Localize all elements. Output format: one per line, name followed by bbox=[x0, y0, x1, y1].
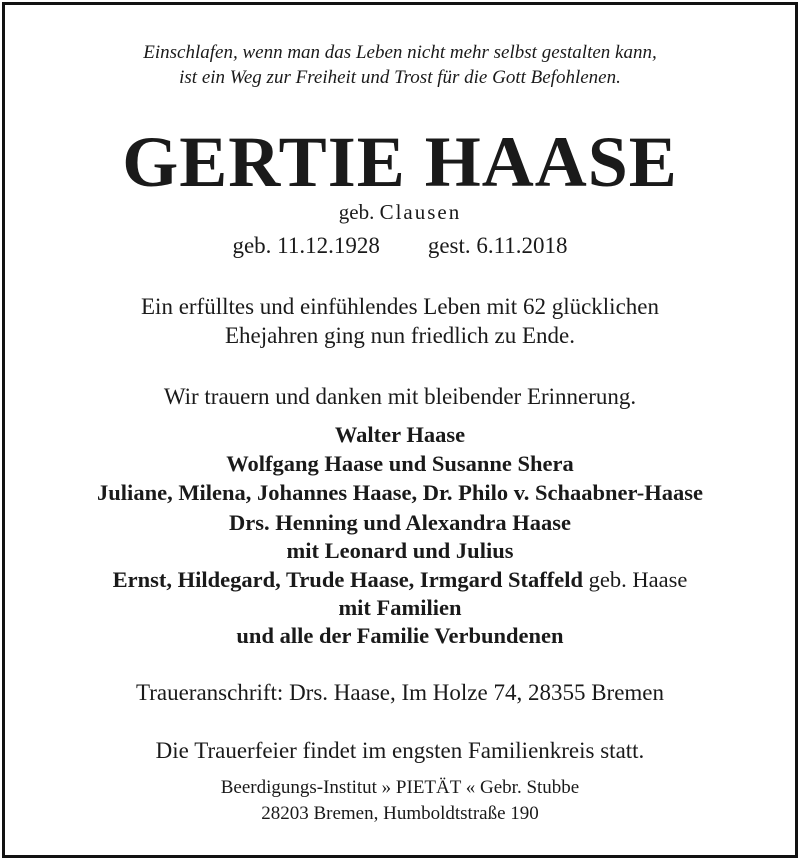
ceremony-note: Die Trauerfeier findet im engsten Familienkreis statt. bbox=[155, 738, 645, 763]
mourner-line-1: Walter Haase bbox=[334, 422, 466, 447]
deceased-name: GERTIE HAASE bbox=[122, 122, 678, 202]
mourner-line-2: Wolfgang Haase und Susanne Shera bbox=[226, 451, 574, 476]
gratitude-line: Wir trauern und danken mit bleibender Erinnerung. bbox=[163, 384, 637, 409]
mourner-line-6 bbox=[5, 567, 795, 593]
mourner-line-7: mit Familien bbox=[338, 595, 462, 620]
mourner-line-8: und alle der Familie Verbundenen bbox=[236, 623, 564, 648]
birth-name bbox=[5, 200, 795, 225]
birth-name-value: Clausen bbox=[379, 200, 462, 224]
mourner-line-4: Drs. Henning und Alexandra Haase bbox=[229, 510, 571, 535]
undertaker-line-1: Beerdigungs-Institut » PIETÄT « Gebr. Stubbe bbox=[220, 777, 580, 798]
life-dates bbox=[5, 233, 795, 259]
tribute-line-1: Ein erfülltes und einfühlendes Leben mit 62 glücklichen bbox=[141, 294, 659, 319]
motto-line-1: Einschlafen, wenn man das Leben nicht mehr selbst gestalten kann, bbox=[143, 42, 657, 63]
mourner-line-6-birthname: geb. Haase bbox=[588, 567, 688, 592]
motto-line-2: ist ein Weg zur Freiheit und Trost für die Gott Befohlenen. bbox=[179, 67, 621, 88]
death-date: gest. 6.11.2018 bbox=[427, 233, 568, 258]
mourner-line-5: mit Leonard und Julius bbox=[286, 538, 514, 563]
undertaker-line-2: 28203 Bremen, Humboldtstraße 190 bbox=[261, 803, 539, 824]
obituary-notice bbox=[2, 2, 798, 858]
mourner-line-6-names: Ernst, Hildegard, Trude Haase, Irmgard Staffeld bbox=[112, 567, 584, 592]
mourning-address: Traueranschrift: Drs. Haase, Im Holze 74, 28355 Bremen bbox=[135, 680, 664, 705]
birth-name-prefix: geb. bbox=[338, 200, 375, 224]
mourner-line-3: Juliane, Milena, Johannes Haase, Dr. Philo v. Schaabner-Haase bbox=[97, 480, 703, 505]
birth-date: geb. 11.12.1928 bbox=[232, 233, 380, 258]
tribute-line-2: Ehejahren ging nun friedlich zu Ende. bbox=[225, 323, 575, 348]
